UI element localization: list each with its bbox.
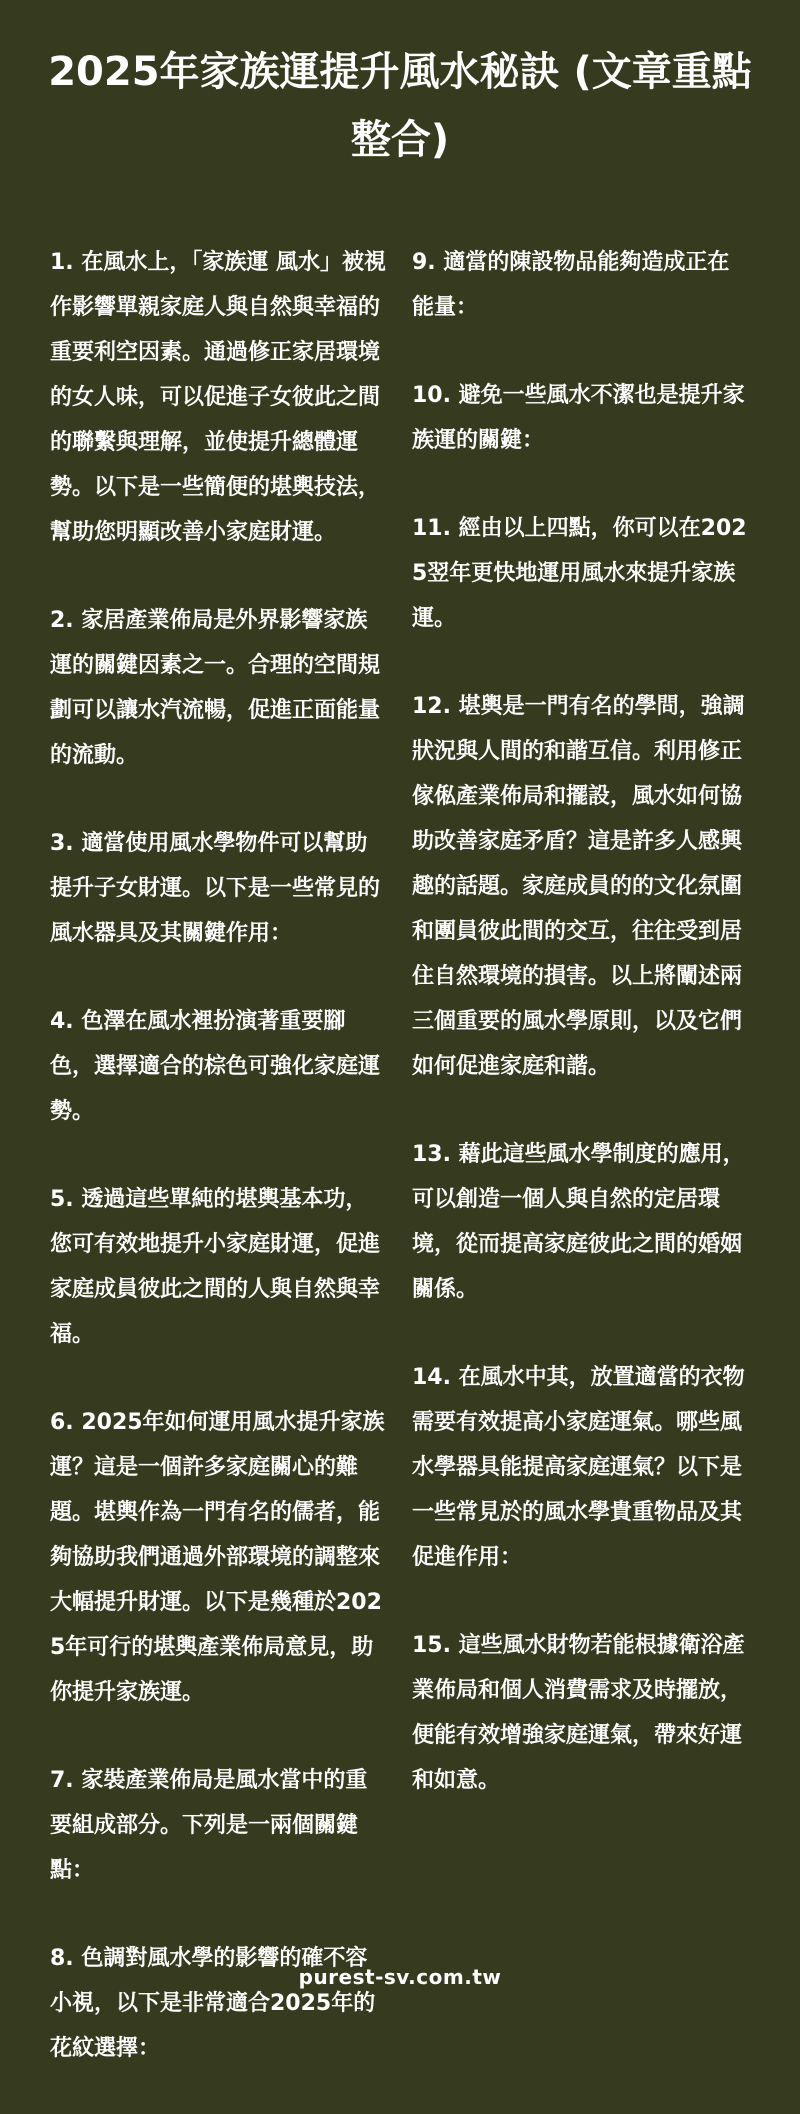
site-url-footer: purest-sv.com.tw <box>298 1965 502 1989</box>
list-item: 7. 家裝產業佈局是風水當中的重要組成部分。下列是一兩個關鍵點： <box>50 1768 368 1883</box>
list-item: 5. 透過這些單純的堪輿基本功，您可有效地提升小家庭財運，促進家庭成員彼此之間的人與自然與幸福。 <box>50 1187 381 1347</box>
left-column <box>50 240 388 2114</box>
page-title: 2025年家族運提升風水秘訣 (文章重點整合) <box>48 49 752 163</box>
list-item: 15. 這些風水財物若能根據衛浴產業佈局和個人消費需求及時擺放，便能有效增強家庭運氣，帶來好運和如意。 <box>412 1633 745 1793</box>
right-column <box>412 240 750 2114</box>
list-item: 8. 色調對風水學的影響的確不容小視，以下是非常適合2025年的花紋選擇： <box>50 1946 376 2061</box>
list-item: 9. 適當的陳設物品能夠造成正在能量： <box>412 250 730 320</box>
article-columns <box>50 240 750 2114</box>
list-item: 6. 2025年如何運用風水提升家族運？這是一個許多家庭關心的難題。堪輿作為一門有名的儒者，能夠協助我們通過外部環境的調整來大幅提升財運。以下是幾種於2025年可行的堪輿產業佈局意見，助你提升家族運。 <box>50 1410 385 1705</box>
list-item: 2. 家居產業佈局是外界影響家族運的關鍵因素之一。合理的空間規劃可以讓水汽流暢，促進正面能量的流動。 <box>50 608 381 768</box>
list-item: 11. 經由以上四點，你可以在2025翌年更快地運用風水來提升家族運。 <box>412 516 747 631</box>
list-item: 4. 色澤在風水裡扮演著重要腳色，選擇適合的棕色可強化家庭運勢。 <box>50 1009 381 1124</box>
list-item: 13. 藉此這些風水學制度的應用，可以創造一個人與自然的定居環境，從而提高家庭彼此之間的婚姻關係。 <box>412 1142 745 1302</box>
list-item: 3. 適當使用風水學物件可以幫助提升子女財運。以下是一些常見的風水器具及其關鍵作用： <box>50 831 381 946</box>
list-item: 1. 在風水上，「家族運 風水」被視作影響單親家庭人與自然與幸福的重要利空因素。通過修正家居環境的女人味，可以促進子女彼此之間的聯繫與理解，並使提升總體運勢。以下是一些簡便的堪輿技法，幫助您明顯改善小家庭財運。 <box>50 250 386 545</box>
list-item: 10. 避免一些風水不潔也是提升家族運的關鍵： <box>412 383 745 453</box>
list-item: 14. 在風水中其，放置適當的衣物需要有效提高小家庭運氣。哪些風水學器具能提高家庭運氣？以下是一些常見於的風水學貴重物品及其促進作用： <box>412 1365 745 1570</box>
list-item: 12. 堪輿是一門有名的學問，強調狀況與人間的和諧互信。利用修正傢俬產業佈局和擺設，風水如何協助改善家庭矛盾？這是許多人感興趣的話題。家庭成員的的文化氛圍和團員彼此間的交互，往往受到居住自然環境的損害。以上將闡述兩三個重要的風水學原則，以及它們如何促進家庭和諧。 <box>412 694 745 1079</box>
